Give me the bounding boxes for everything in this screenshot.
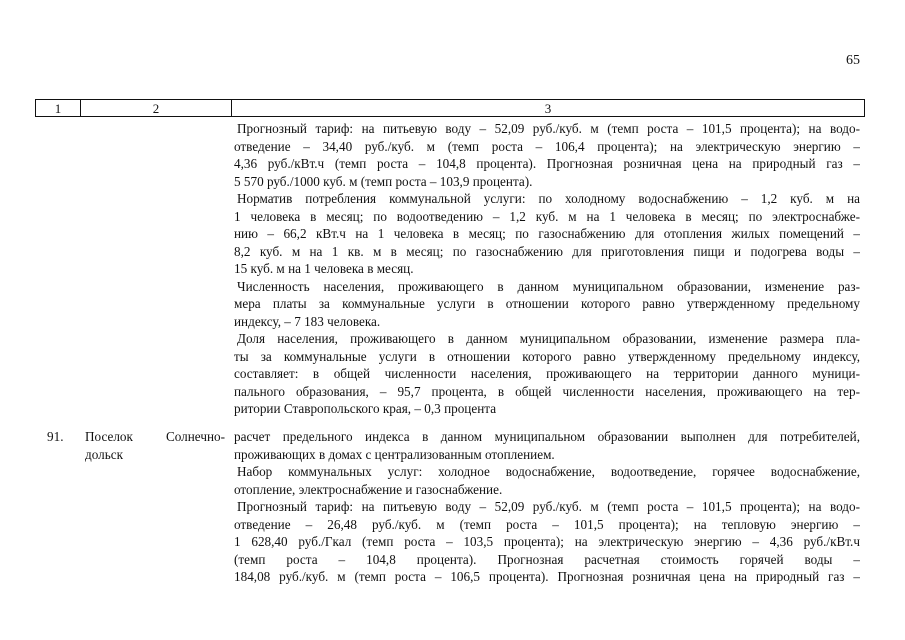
text-line: Доля населения, проживающего в данном муниципальном образовании, изменение размера пла-	[237, 331, 860, 346]
text-line: Численность населения, проживающего в данном муниципальном образовании, изменение раз-	[237, 278, 860, 294]
text-line: мера платы за коммунальные услуги в отношении которого равно утвержденному предельному	[234, 296, 860, 311]
entry-91-text	[234, 428, 860, 586]
table-header-col-2: 2	[81, 100, 232, 116]
page-number: 65	[846, 53, 860, 68]
municipality-name-word-2: Солнечно-	[165, 429, 225, 444]
text-line: 4,36 руб./кВт.ч (темп роста – 104,8 процента). Прогнозная розничная цена на природный газ –	[234, 156, 860, 171]
text-line: 5 570 руб./1000 куб. м (темп роста – 103,9 процента).	[234, 173, 533, 189]
text-line: ты за коммунальные услуги в отношении которого равно утвержденному предельному индексу,	[234, 348, 860, 364]
table-header-col-1: 1	[36, 100, 81, 116]
text-line: 1 628,40 руб./Гкал (темп роста – 103,5 процента); на электрическую энергию – 4,36 руб./кВт.ч	[234, 534, 860, 549]
municipality-name-word-1: Поселок	[85, 429, 133, 444]
text-line: (темп роста – 104,8 процента). Прогнозная расчетная стоимость горячей воды –	[234, 551, 860, 567]
text-line: 1 человека в месяц; по водоотведению – 1,2 куб. м на 1 человека в месяц; по электроснабже-	[234, 208, 860, 224]
text-line: нию – 66,2 кВт.ч на 1 человека в месяц; по газоснабжению для отопления жилых помещений –	[234, 226, 860, 241]
text-line: отведение – 34,40 руб./куб. м (темп роста – 106,4 процента); на электрическую энергию –	[234, 138, 860, 154]
text-line: расчет предельного индекса в данном муниципальном образовании выполнен для потребителей,	[234, 429, 860, 444]
text-line: Прогнозный тариф: на питьевую воду – 52,09 руб./куб. м (темп роста – 101,5 процента); на водо-	[237, 121, 860, 136]
text-line: проживающих в домах с централизованным отоплением.	[234, 446, 555, 462]
text-line: 8,2 куб. м на 1 кв. м в месяц; по газоснабжению для приготовления пищи и подогрева воды –	[234, 243, 860, 259]
text-line: составляет: в общей численности населения, проживающего на территории данного муници-	[234, 366, 860, 381]
continued-entry-text	[234, 120, 860, 418]
text-line: отведение – 26,48 руб./куб. м (темп роста – 101,5 процента); на тепловую энергию –	[234, 516, 860, 532]
entry-number: 91.	[47, 429, 64, 444]
text-line: 15 куб. м на 1 человека в месяц.	[234, 261, 414, 276]
text-line: ритории Ставропольского края, – 0,3 процента	[234, 401, 497, 416]
municipality-name-line-2: дольск	[85, 446, 123, 462]
text-line: 184,08 руб./куб. м (темп роста – 106,5 процента). Прогнозная розничная цена на природный газ –	[234, 569, 860, 584]
text-line: Набор коммунальных услуг: холодное водоснабжение, водоотведение, горячее водоснабжение,	[237, 464, 860, 479]
text-line: отопление, электроснабжение и газоснабжение.	[234, 481, 503, 497]
text-line: индексу, – 7 183 человека.	[234, 313, 381, 329]
table-header-row	[35, 99, 865, 117]
table-header-col-3: 3	[544, 100, 552, 116]
text-line: Прогнозный тариф: на питьевую воду – 52,09 руб./куб. м (темп роста – 101,5 процента); на водо-	[237, 499, 860, 514]
municipality-name	[85, 428, 225, 463]
text-line: Норматив потребления коммунальной услуги: по холодному водоснабжению – 1,2 куб. м на	[237, 191, 860, 206]
text-line: пального образования, – 95,7 процента, в общей численности населения, проживающего на тер-	[234, 383, 860, 399]
